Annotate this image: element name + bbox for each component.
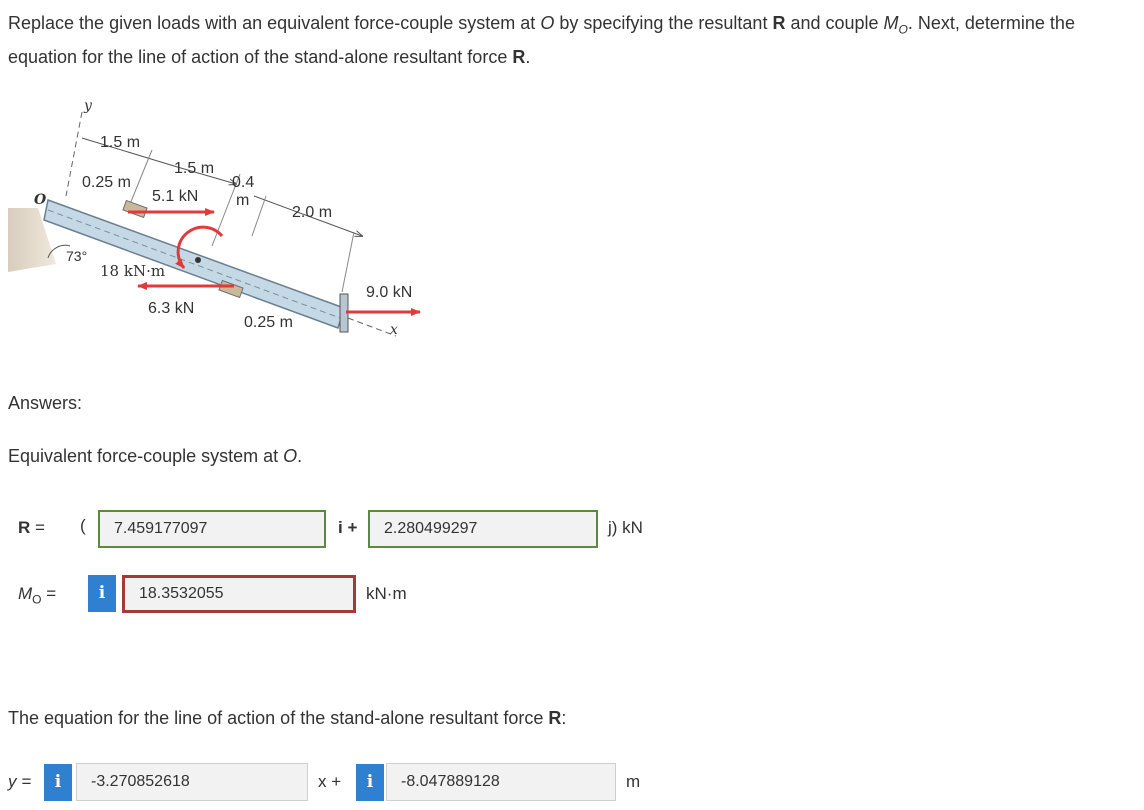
i-unit-label: i + xyxy=(338,518,358,537)
point-o: O xyxy=(540,13,555,33)
dim-0-4-unit: m xyxy=(236,192,250,209)
problem-statement: Replace the given loads with an equivalent force-couple system at O by specifying the resultant R and couple $M_O$. Next, determine the equation for the line of action of the stand-alone resultant force R. xyxy=(8,13,1075,67)
intercept-input[interactable]: -8.047889128 xyxy=(386,763,616,801)
x-axis-line xyxy=(348,318,396,336)
r-paren-open: ( xyxy=(80,516,86,535)
equivalent-system-heading: Equivalent force-couple system at O. xyxy=(8,446,303,466)
angle-label: 73° xyxy=(66,248,88,264)
line-unit-label: m xyxy=(626,772,641,791)
moment-m: M xyxy=(883,13,899,33)
dim-0-25-second: 0.25 m xyxy=(244,314,293,331)
force-5-1-label: 5.1 kN xyxy=(152,188,199,205)
y-axis-line xyxy=(66,112,82,196)
dim-0-25-first: 0.25 m xyxy=(82,174,131,191)
slope-input[interactable]: -3.270852618 xyxy=(76,763,308,801)
info-icon-intercept[interactable]: i xyxy=(356,764,384,801)
info-icon-slope[interactable]: i xyxy=(44,764,72,801)
y-axis-label: y xyxy=(84,98,92,114)
ry-input[interactable]: 2.280499297 xyxy=(368,510,598,548)
j-unit-label: j) kN xyxy=(608,518,643,537)
dim-0-4-label: 0.4 xyxy=(232,174,255,191)
answers-heading: Answers: xyxy=(8,393,83,413)
dim-1-5-second: 1.5 m xyxy=(174,160,215,177)
x-plus-label: x + xyxy=(318,772,342,791)
resultant-r: R xyxy=(772,13,786,33)
mo-unit-label: kN·m xyxy=(366,584,407,603)
mo-input[interactable]: 18.3532055 xyxy=(122,575,356,613)
force-9-0-label: 9.0 kN xyxy=(366,284,413,301)
force-6-3-label: 6.3 kN xyxy=(148,300,195,317)
rx-input[interactable]: 7.459177097 xyxy=(98,510,326,548)
line-of-action-heading: The equation for the line of action of the stand-alone resultant force R: xyxy=(8,708,567,728)
couple-label: 18 kN·m xyxy=(100,262,166,280)
mo-label: $M_O$ = xyxy=(18,584,57,607)
r-label: R = xyxy=(18,518,45,537)
y-equals-label: y = xyxy=(8,772,32,791)
x-axis-label: x xyxy=(390,322,398,338)
beam-diagram xyxy=(8,96,440,358)
origin-label: O xyxy=(34,192,47,208)
dim-1-5-first: 1.5 m xyxy=(100,134,141,151)
beam-figure xyxy=(8,96,440,358)
dim-2-0-label: 2.0 m xyxy=(292,204,333,221)
info-icon[interactable]: i xyxy=(88,575,116,612)
